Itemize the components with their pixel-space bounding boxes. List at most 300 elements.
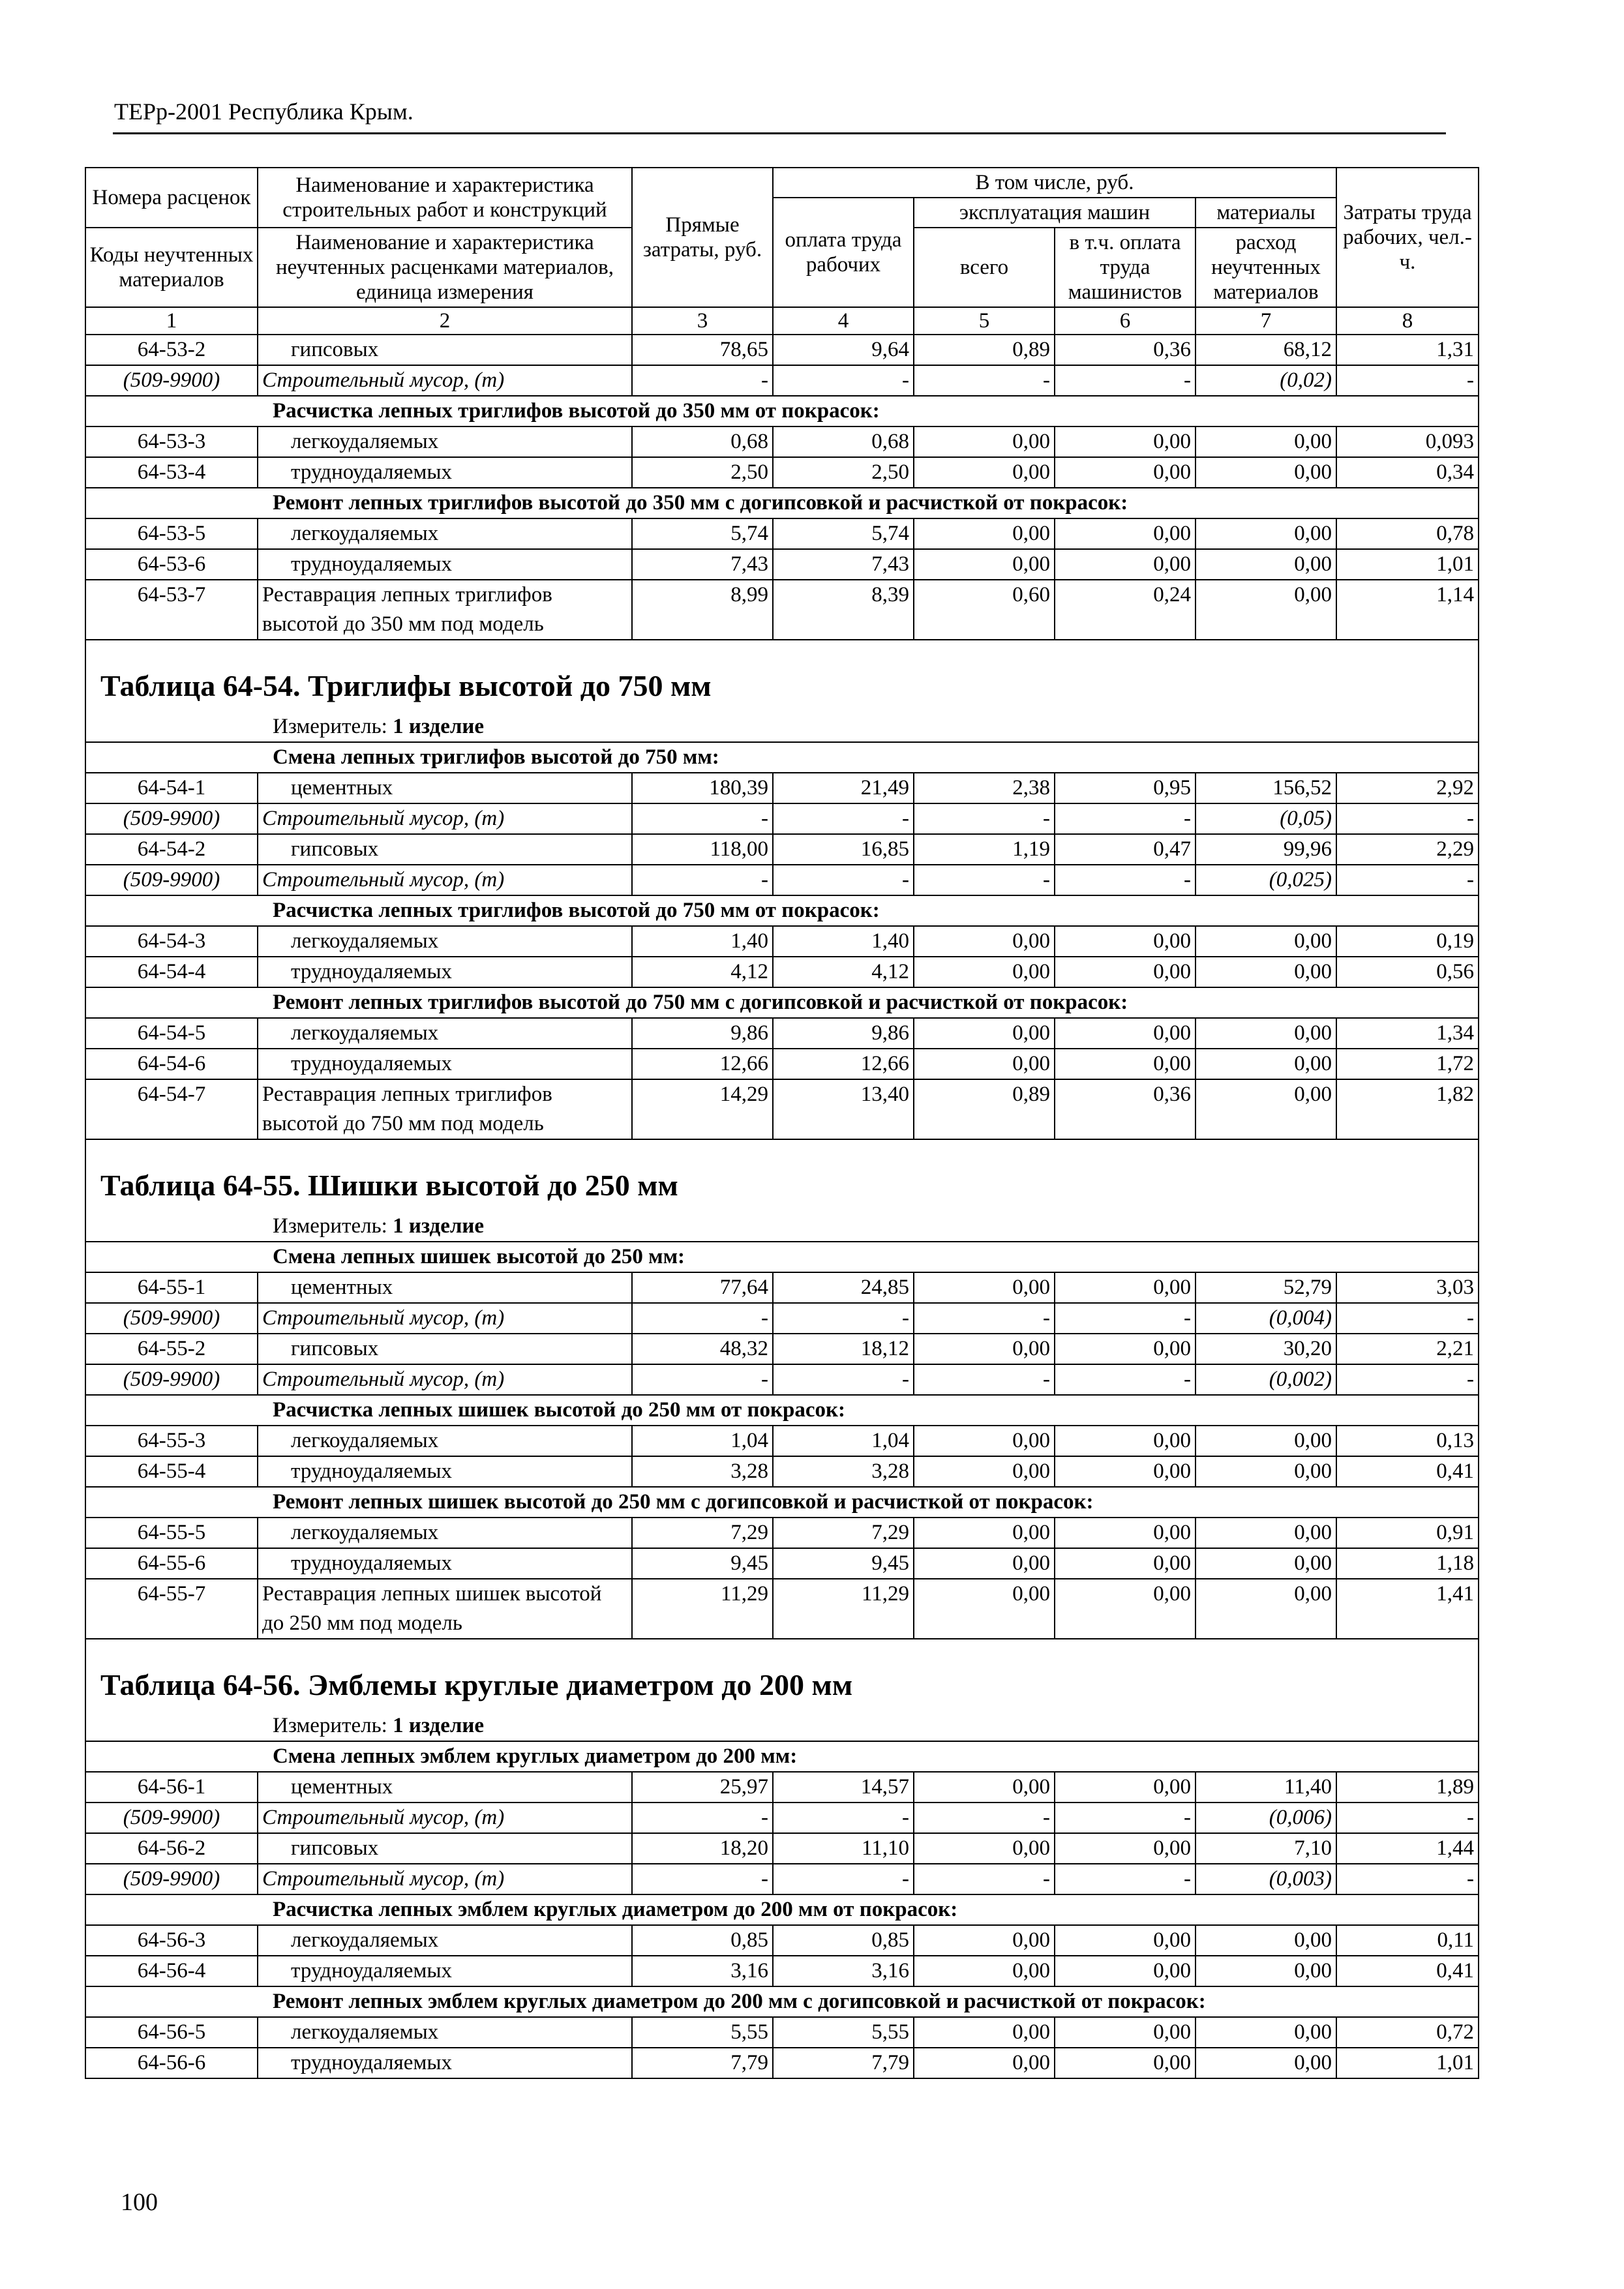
value-cell: 0,00	[1195, 1956, 1336, 1986]
value-cell: -	[914, 1864, 1055, 1894]
value-cell: -	[1336, 1364, 1479, 1395]
value-cell: 0,00	[1195, 957, 1336, 987]
value-cell: 0,00	[1195, 1548, 1336, 1579]
value-cell: 0,89	[914, 335, 1055, 365]
rate-code: 64-54-5	[85, 1018, 258, 1049]
rate-code: 64-54-6	[85, 1049, 258, 1079]
value-cell: 0,00	[914, 426, 1055, 457]
column-number: 2	[258, 307, 632, 335]
rates-table	[85, 167, 1479, 2079]
column-number: 7	[1195, 307, 1336, 335]
table-title-row	[85, 1139, 1479, 1212]
value-cell: 0,00	[1195, 457, 1336, 488]
rate-row	[85, 1548, 1479, 1579]
value-cell: 0,85	[632, 1925, 773, 1956]
rate-row	[85, 1925, 1479, 1956]
value-cell: 0,00	[914, 1426, 1055, 1456]
measure-cell	[85, 712, 1479, 742]
value-cell: -	[773, 865, 914, 895]
value-cell: 78,65	[632, 335, 773, 365]
col-header-codes: Коды неучтенных материалов	[85, 228, 258, 307]
value-cell: 1,31	[1336, 335, 1479, 365]
value-cell: 16,85	[773, 834, 914, 865]
table-title-row	[85, 640, 1479, 712]
value-cell: 0,68	[773, 426, 914, 457]
section-row	[85, 396, 1479, 426]
value-cell: 0,00	[1055, 457, 1195, 488]
column-number: 3	[632, 307, 773, 335]
col-header-machine-use: эксплуатация машин	[914, 198, 1195, 228]
value-cell: -	[1055, 1803, 1195, 1833]
value-cell: 1,19	[914, 834, 1055, 865]
value-cell: 0,00	[1055, 1456, 1195, 1487]
col-header-numbers: Номера расценок	[85, 168, 258, 228]
rate-code: 64-56-5	[85, 2017, 258, 2048]
col-header-operators-pay: в т.ч. оплата труда машинистов	[1055, 228, 1195, 307]
material-code: (509-9900)	[85, 365, 258, 396]
value-cell: 1,41	[1336, 1579, 1479, 1639]
rate-name: легкоудаляемых	[258, 1925, 632, 1956]
rate-name: трудноудаляемых	[258, 1456, 632, 1487]
value-cell: 0,00	[1195, 926, 1336, 957]
measure-row	[85, 1711, 1479, 1741]
value-cell: 2,38	[914, 773, 1055, 803]
value-cell: 18,20	[632, 1833, 773, 1864]
value-cell: 0,95	[1055, 773, 1195, 803]
material-name: Строительный мусор, (т)	[258, 803, 632, 834]
rate-row	[85, 518, 1479, 549]
value-cell: 1,14	[1336, 580, 1479, 640]
material-code: (509-9900)	[85, 1803, 258, 1833]
measure-label: Измеритель:	[273, 1714, 393, 1737]
rate-row	[85, 580, 1479, 640]
value-cell: 0,00	[1055, 1548, 1195, 1579]
rate-name: трудноудаляемых	[258, 1548, 632, 1579]
value-cell: 25,97	[632, 1772, 773, 1803]
value-cell: 1,04	[773, 1426, 914, 1456]
rate-row	[85, 773, 1479, 803]
material-row	[85, 1803, 1479, 1833]
value-cell: (0,002)	[1195, 1364, 1336, 1395]
rate-row	[85, 1079, 1479, 1139]
value-cell: 1,89	[1336, 1772, 1479, 1803]
material-row	[85, 1364, 1479, 1395]
value-cell: 0,00	[1055, 1426, 1195, 1456]
section-title: Ремонт лепных эмблем круглых диаметром до 200 мм с догипсовкой и расчисткой от покрасок:	[85, 1986, 1479, 2017]
rate-name: цементных	[258, 773, 632, 803]
value-cell: 2,50	[773, 457, 914, 488]
value-cell: 2,29	[1336, 834, 1479, 865]
section-row	[85, 742, 1479, 773]
measure-row	[85, 1212, 1479, 1242]
rate-code: 64-55-7	[85, 1579, 258, 1639]
rate-name: гипсовых	[258, 335, 632, 365]
value-cell: 0,00	[914, 457, 1055, 488]
value-cell: 0,00	[1055, 1956, 1195, 1986]
value-cell: 0,00	[1055, 1334, 1195, 1364]
value-cell: 0,41	[1336, 1956, 1479, 1986]
rate-name: трудноудаляемых	[258, 457, 632, 488]
value-cell: 18,12	[773, 1334, 914, 1364]
value-cell: 2,21	[1336, 1334, 1479, 1364]
value-cell: 30,20	[1195, 1334, 1336, 1364]
value-cell: 0,47	[1055, 834, 1195, 865]
rate-name: трудноудаляемых	[258, 1956, 632, 1986]
value-cell: -	[773, 803, 914, 834]
section-title: Расчистка лепных триглифов высотой до 750 мм от покрасок:	[85, 895, 1479, 926]
value-cell: 5,74	[773, 518, 914, 549]
rate-code: 64-54-3	[85, 926, 258, 957]
value-cell: 0,00	[914, 926, 1055, 957]
rate-name: легкоудаляемых	[258, 2017, 632, 2048]
value-cell: 0,36	[1055, 1079, 1195, 1139]
value-cell: -	[773, 1803, 914, 1833]
value-cell: 9,45	[632, 1548, 773, 1579]
rate-name: Реставрация лепных триглифов высотой до 750 мм под модель	[258, 1079, 632, 1139]
value-cell: 0,11	[1336, 1925, 1479, 1956]
value-cell: 0,00	[1055, 1925, 1195, 1956]
value-cell: -	[773, 365, 914, 396]
rate-code: 64-56-1	[85, 1772, 258, 1803]
value-cell: 11,29	[773, 1579, 914, 1639]
column-number: 6	[1055, 307, 1195, 335]
value-cell: 1,40	[773, 926, 914, 957]
value-cell: 7,29	[632, 1518, 773, 1548]
value-cell: 0,34	[1336, 457, 1479, 488]
value-cell: -	[1336, 365, 1479, 396]
rate-row	[85, 1956, 1479, 1986]
section-row	[85, 1741, 1479, 1772]
column-number: 5	[914, 307, 1055, 335]
value-cell: 0,00	[1055, 1018, 1195, 1049]
rate-row	[85, 2048, 1479, 2078]
value-cell: -	[632, 1364, 773, 1395]
rate-row	[85, 1772, 1479, 1803]
material-row	[85, 865, 1479, 895]
value-cell: -	[632, 865, 773, 895]
value-cell: 0,00	[1055, 2017, 1195, 2048]
material-name: Строительный мусор, (т)	[258, 1803, 632, 1833]
value-cell: 0,00	[1055, 1833, 1195, 1864]
value-cell: -	[632, 365, 773, 396]
value-cell: -	[914, 803, 1055, 834]
value-cell: 0,00	[914, 957, 1055, 987]
value-cell: 68,12	[1195, 335, 1336, 365]
rate-code: 64-54-4	[85, 957, 258, 987]
col-header-direct-costs: Прямые затраты, руб.	[632, 168, 773, 307]
value-cell: 9,86	[632, 1018, 773, 1049]
value-cell: 9,64	[773, 335, 914, 365]
rate-name: цементных	[258, 1272, 632, 1303]
value-cell: 7,79	[632, 2048, 773, 2078]
value-cell: 156,52	[1195, 773, 1336, 803]
section-row	[85, 488, 1479, 518]
rate-name: цементных	[258, 1772, 632, 1803]
value-cell: 0,00	[914, 1272, 1055, 1303]
value-cell: 0,00	[1195, 518, 1336, 549]
value-cell: 0,00	[1055, 957, 1195, 987]
section-title: Расчистка лепных эмблем круглых диаметром до 200 мм от покрасок:	[85, 1894, 1479, 1925]
value-cell: -	[1336, 1303, 1479, 1334]
col-header-labor-pay: оплата труда рабочих	[773, 198, 914, 307]
value-cell: 0,00	[914, 549, 1055, 580]
measure-unit: 1 изделие	[393, 1714, 485, 1737]
value-cell: 0,00	[1195, 549, 1336, 580]
col-header-name: Наименование и характеристика строительных работ и конструкций	[258, 168, 632, 228]
value-cell: 7,29	[773, 1518, 914, 1548]
value-cell: 0,78	[1336, 518, 1479, 549]
section-row	[85, 1242, 1479, 1272]
value-cell: 0,00	[1195, 1456, 1336, 1487]
value-cell: 0,00	[914, 1956, 1055, 1986]
value-cell: 3,16	[632, 1956, 773, 1986]
value-cell: 0,00	[1055, 2048, 1195, 2078]
rate-code: 64-54-7	[85, 1079, 258, 1139]
rate-row	[85, 426, 1479, 457]
material-code: (509-9900)	[85, 1303, 258, 1334]
section-title: Ремонт лепных шишек высотой до 250 мм с догипсовкой и расчисткой от покрасок:	[85, 1487, 1479, 1518]
rate-code: 64-55-4	[85, 1456, 258, 1487]
value-cell: 99,96	[1195, 834, 1336, 865]
value-cell: 0,00	[1055, 926, 1195, 957]
rate-code: 64-55-1	[85, 1272, 258, 1303]
value-cell: 2,92	[1336, 773, 1479, 803]
rate-code: 64-56-2	[85, 1833, 258, 1864]
rate-code: 64-56-3	[85, 1925, 258, 1956]
material-row	[85, 365, 1479, 396]
value-cell: 0,00	[1055, 1272, 1195, 1303]
rate-name: легкоудаляемых	[258, 1426, 632, 1456]
value-cell: 21,49	[773, 773, 914, 803]
value-cell: 0,00	[1195, 1018, 1336, 1049]
rate-name: Реставрация лепных триглифов высотой до 350 мм под модель	[258, 580, 632, 640]
col-header-including: В том числе, руб.	[773, 168, 1336, 198]
value-cell: 4,12	[632, 957, 773, 987]
material-code: (509-9900)	[85, 1864, 258, 1894]
value-cell: 0,91	[1336, 1518, 1479, 1548]
table-title-cell	[85, 1139, 1479, 1212]
rate-name: гипсовых	[258, 1334, 632, 1364]
rate-row	[85, 549, 1479, 580]
table-title: Таблица 64-54. Триглифы высотой до 750 мм	[100, 669, 712, 702]
value-cell: 0,00	[1195, 2048, 1336, 2078]
section-row	[85, 1395, 1479, 1426]
value-cell: 0,13	[1336, 1426, 1479, 1456]
value-cell: 0,00	[1195, 1925, 1336, 1956]
header-rule	[113, 132, 1446, 134]
value-cell: (0,003)	[1195, 1864, 1336, 1894]
section-title: Расчистка лепных шишек высотой до 250 мм от покрасок:	[85, 1395, 1479, 1426]
value-cell: 9,86	[773, 1018, 914, 1049]
value-cell: 180,39	[632, 773, 773, 803]
value-cell: 0,00	[1195, 2017, 1336, 2048]
value-cell: 0,00	[1195, 1079, 1336, 1139]
value-cell: 48,32	[632, 1334, 773, 1364]
value-cell: 11,29	[632, 1579, 773, 1639]
value-cell: -	[632, 1803, 773, 1833]
value-cell: 5,55	[773, 2017, 914, 2048]
value-cell: 1,18	[1336, 1548, 1479, 1579]
value-cell: 11,10	[773, 1833, 914, 1864]
value-cell: 12,66	[632, 1049, 773, 1079]
value-cell: 11,40	[1195, 1772, 1336, 1803]
value-cell: 0,00	[1055, 1518, 1195, 1548]
measure-cell	[85, 1711, 1479, 1741]
value-cell: -	[773, 1303, 914, 1334]
value-cell: 13,40	[773, 1079, 914, 1139]
section-title: Расчистка лепных триглифов высотой до 350 мм от покрасок:	[85, 396, 1479, 426]
value-cell: -	[1055, 365, 1195, 396]
value-cell: 5,74	[632, 518, 773, 549]
rate-code: 64-56-4	[85, 1956, 258, 1986]
value-cell: -	[1336, 1803, 1479, 1833]
rate-name: легкоудаляемых	[258, 1018, 632, 1049]
value-cell: 2,50	[632, 457, 773, 488]
value-cell: 0,72	[1336, 2017, 1479, 2048]
material-row	[85, 803, 1479, 834]
column-number: 1	[85, 307, 258, 335]
column-number: 8	[1336, 307, 1479, 335]
value-cell: -	[914, 1364, 1055, 1395]
rate-code: 64-56-6	[85, 2048, 258, 2078]
value-cell: 7,43	[632, 549, 773, 580]
rate-code: 64-53-2	[85, 335, 258, 365]
table-title-row	[85, 1639, 1479, 1711]
rate-code: 64-53-7	[85, 580, 258, 640]
value-cell: 0,00	[1195, 1579, 1336, 1639]
rate-row	[85, 1272, 1479, 1303]
value-cell: 0,00	[914, 1772, 1055, 1803]
value-cell: 0,00	[914, 1925, 1055, 1956]
value-cell: 0,00	[914, 518, 1055, 549]
rate-row	[85, 1426, 1479, 1456]
material-name: Строительный мусор, (т)	[258, 1364, 632, 1395]
value-cell: -	[632, 803, 773, 834]
value-cell: 0,00	[1195, 1426, 1336, 1456]
value-cell: 118,00	[632, 834, 773, 865]
value-cell: 0,00	[1055, 549, 1195, 580]
material-name: Строительный мусор, (т)	[258, 365, 632, 396]
rate-code: 64-53-4	[85, 457, 258, 488]
measure-label: Измеритель:	[273, 715, 393, 738]
value-cell: 0,85	[773, 1925, 914, 1956]
material-code: (509-9900)	[85, 865, 258, 895]
material-row	[85, 1864, 1479, 1894]
value-cell: (0,02)	[1195, 365, 1336, 396]
section-row	[85, 1487, 1479, 1518]
value-cell: -	[1055, 865, 1195, 895]
value-cell: 8,99	[632, 580, 773, 640]
value-cell: (0,006)	[1195, 1803, 1336, 1833]
rate-name: легкоудаляемых	[258, 1518, 632, 1548]
section-row	[85, 895, 1479, 926]
value-cell: 5,55	[632, 2017, 773, 2048]
value-cell: 12,66	[773, 1049, 914, 1079]
section-title: Смена лепных шишек высотой до 250 мм:	[85, 1242, 1479, 1272]
value-cell: 3,16	[773, 1956, 914, 1986]
value-cell: 1,34	[1336, 1018, 1479, 1049]
value-cell: -	[914, 365, 1055, 396]
rate-row	[85, 457, 1479, 488]
value-cell: 0,00	[1195, 426, 1336, 457]
value-cell: 0,00	[914, 2017, 1055, 2048]
value-cell: 8,39	[773, 580, 914, 640]
value-cell: -	[1336, 1864, 1479, 1894]
col-header-machine-total: всего	[914, 228, 1055, 307]
measure-unit: 1 изделие	[393, 715, 485, 738]
table-header	[85, 168, 1479, 335]
rate-code: 64-55-6	[85, 1548, 258, 1579]
value-cell: 0,00	[914, 1833, 1055, 1864]
value-cell: 7,79	[773, 2048, 914, 2078]
section-title: Ремонт лепных триглифов высотой до 350 мм с догипсовкой и расчисткой от покрасок:	[85, 488, 1479, 518]
value-cell: -	[1336, 865, 1479, 895]
value-cell: (0,025)	[1195, 865, 1336, 895]
value-cell: 0,60	[914, 580, 1055, 640]
value-cell: 0,00	[1055, 1579, 1195, 1639]
rate-row	[85, 1334, 1479, 1364]
value-cell: 7,43	[773, 549, 914, 580]
column-number: 4	[773, 307, 914, 335]
rate-name: гипсовых	[258, 1833, 632, 1864]
rate-name: легкоудаляемых	[258, 926, 632, 957]
rate-name: трудноудаляемых	[258, 2048, 632, 2078]
value-cell: -	[632, 1303, 773, 1334]
value-cell: 0,00	[1055, 518, 1195, 549]
value-cell: 3,28	[773, 1456, 914, 1487]
column-number-row	[85, 307, 1479, 335]
col-header-name2: Наименование и характеристика неучтенных расценками материалов, единица измерения	[258, 228, 632, 307]
value-cell: 0,89	[914, 1079, 1055, 1139]
table-title-cell	[85, 640, 1479, 712]
value-cell: 0,00	[1195, 580, 1336, 640]
value-cell: 24,85	[773, 1272, 914, 1303]
value-cell: 1,01	[1336, 2048, 1479, 2078]
value-cell: 0,00	[1195, 1518, 1336, 1548]
table-body	[85, 335, 1479, 2078]
material-name: Строительный мусор, (т)	[258, 865, 632, 895]
value-cell: 0,24	[1055, 580, 1195, 640]
rate-row	[85, 834, 1479, 865]
material-name: Строительный мусор, (т)	[258, 1303, 632, 1334]
value-cell: 0,00	[914, 1579, 1055, 1639]
rate-name: Реставрация лепных шишек высотой до 250 мм под модель	[258, 1579, 632, 1639]
section-row	[85, 987, 1479, 1018]
section-row	[85, 1986, 1479, 2017]
table-title-cell	[85, 1639, 1479, 1711]
col-header-unaccounted-materials: расход неучтенных материалов	[1195, 228, 1336, 307]
rate-name: легкоудаляемых	[258, 426, 632, 457]
value-cell: -	[632, 1864, 773, 1894]
section-title: Смена лепных эмблем круглых диаметром до 200 мм:	[85, 1741, 1479, 1772]
table-title: Таблица 64-55. Шишки высотой до 250 мм	[100, 1169, 678, 1202]
value-cell: 0,00	[914, 1456, 1055, 1487]
value-cell: 0,00	[914, 1518, 1055, 1548]
rate-row	[85, 2017, 1479, 2048]
value-cell: 0,36	[1055, 335, 1195, 365]
value-cell: 0,00	[1055, 426, 1195, 457]
section-title: Ремонт лепных триглифов высотой до 750 мм с догипсовкой и расчисткой от покрасок:	[85, 987, 1479, 1018]
value-cell: (0,004)	[1195, 1303, 1336, 1334]
page-header: ТЕРр-2001 Республика Крым.	[114, 98, 414, 125]
rate-code: 64-54-2	[85, 834, 258, 865]
value-cell: 0,00	[1055, 1772, 1195, 1803]
value-cell: 0,56	[1336, 957, 1479, 987]
rate-row	[85, 1833, 1479, 1864]
value-cell: 3,03	[1336, 1272, 1479, 1303]
value-cell: 0,41	[1336, 1456, 1479, 1487]
rate-code: 64-53-6	[85, 549, 258, 580]
